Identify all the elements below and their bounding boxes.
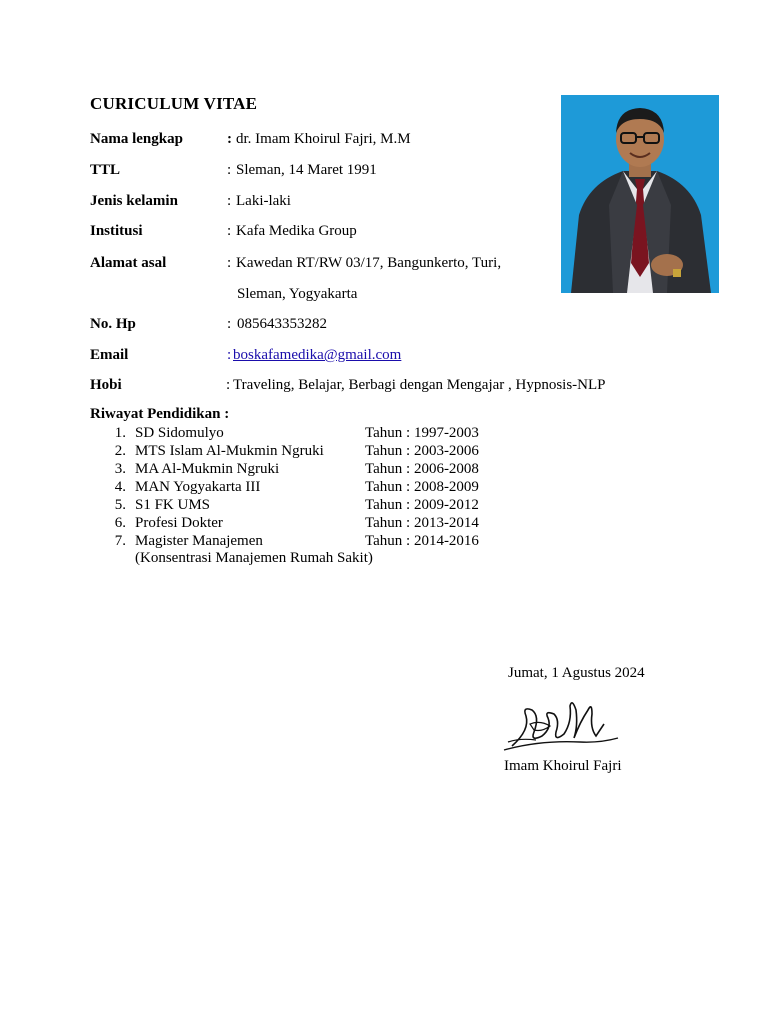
school-name: MA Al-Mukmin Ngruki — [135, 461, 280, 477]
school-name: SD Sidomulyo — [135, 425, 224, 441]
school-year: Tahun : 1997-2003 — [365, 425, 479, 441]
school-name: MAN Yogyakarta III — [135, 479, 261, 495]
field-separator: : — [227, 255, 232, 271]
field-label: Institusi — [90, 223, 143, 239]
field-separator: : — [227, 131, 232, 147]
field-value: Traveling, Belajar, Berbagi dengan Mengajar , Hypnosis-NLP — [233, 377, 606, 393]
school-year: Tahun : 2003-2006 — [365, 443, 479, 459]
email-link[interactable]: boskafamedika@gmail.com — [233, 347, 402, 363]
school-name: S1 FK UMS — [135, 497, 211, 513]
field-label: No. Hp — [90, 316, 136, 332]
education-note: (Konsentrasi Manajemen Rumah Sakit) — [135, 550, 373, 566]
school-year: Tahun : 2006-2008 — [365, 461, 479, 477]
field-separator: : — [226, 377, 231, 393]
field-value: Kawedan RT/RW 03/17, Bangunkerto, Turi, — [236, 255, 502, 271]
signature — [500, 680, 620, 760]
school-name: Magister Manajemen — [135, 533, 263, 549]
field-value: dr. Imam Khoirul Fajri, M.M — [236, 131, 411, 147]
school-name: Profesi Dokter — [135, 515, 223, 531]
field-label: Alamat asal — [90, 255, 167, 271]
school-year: Tahun : 2013-2014 — [365, 515, 479, 531]
school-name: MTS Islam Al-Mukmin Ngruki — [135, 443, 324, 459]
signer-name: Imam Khoirul Fajri — [504, 758, 622, 774]
field-value: Sleman, 14 Maret 1991 — [236, 162, 377, 178]
field-label: TTL — [90, 162, 121, 178]
watch — [673, 269, 681, 277]
item-number: 7. — [114, 533, 126, 549]
item-number: 4. — [114, 479, 126, 495]
field-separator: : — [227, 193, 232, 209]
item-number: 6. — [114, 515, 126, 531]
document-title: CURICULUM VITAE — [90, 94, 258, 113]
field-value: 085643353282 — [237, 316, 327, 332]
field-label: Hobi — [90, 377, 122, 393]
field-separator: : — [227, 316, 232, 332]
school-year: Tahun : 2008-2009 — [365, 479, 479, 495]
field-label: Nama lengkap — [90, 131, 183, 147]
field-label: Email — [90, 347, 129, 363]
item-number: 1. — [114, 425, 126, 441]
profile-photo — [561, 95, 719, 293]
education-heading: Riwayat Pendidikan : — [90, 406, 230, 422]
field-value: Laki-laki — [236, 193, 291, 209]
item-number: 2. — [114, 443, 126, 459]
field-separator: : — [227, 223, 232, 239]
signing-date: Jumat, 1 Agustus 2024 — [508, 665, 645, 681]
item-number: 3. — [114, 461, 126, 477]
item-number: 5. — [114, 497, 126, 513]
field-label: Jenis kelamin — [90, 193, 178, 209]
field-separator: : — [227, 162, 232, 178]
field-value-continued: Sleman, Yogyakarta — [237, 286, 358, 302]
school-year: Tahun : 2009-2012 — [365, 497, 479, 513]
field-value: Kafa Medika Group — [236, 223, 357, 239]
field-separator: : — [227, 347, 232, 363]
school-year: Tahun : 2014-2016 — [365, 533, 479, 549]
